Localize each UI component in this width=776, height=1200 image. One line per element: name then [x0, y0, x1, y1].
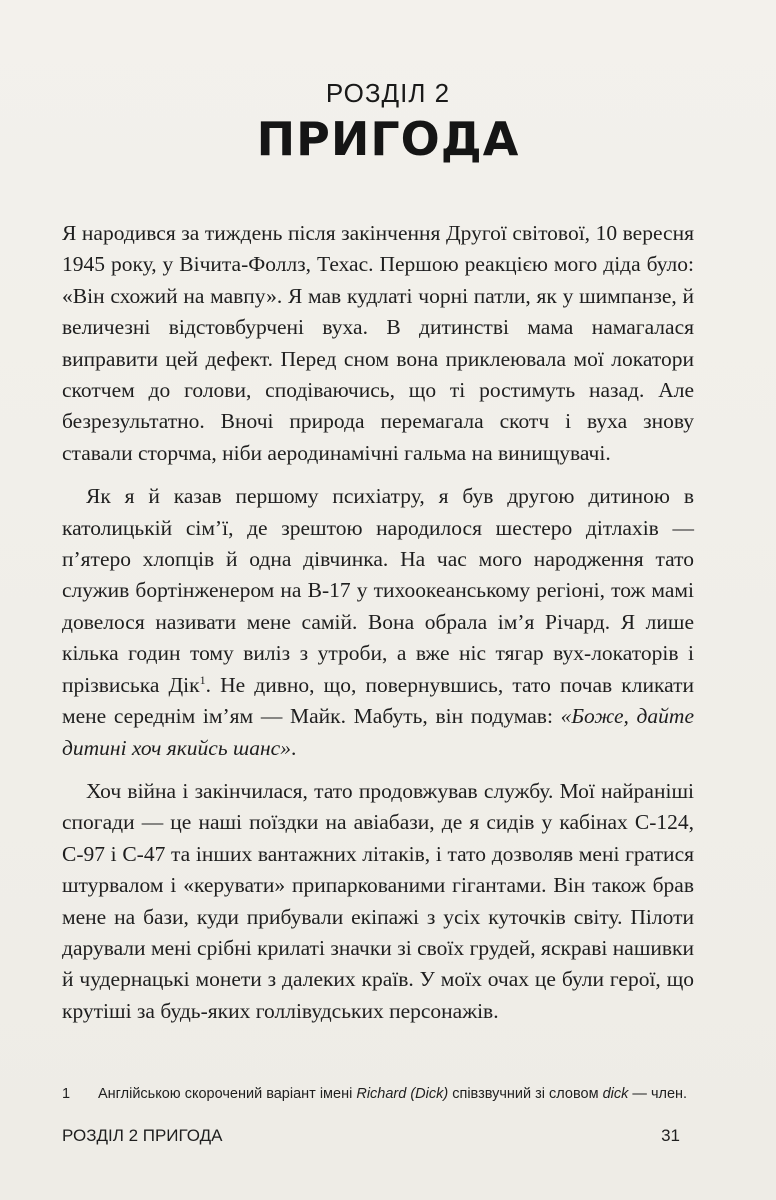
paragraph-2	[62, 481, 694, 764]
footnote-name-emphasis: Richard (Dick)	[356, 1086, 449, 1102]
paragraph-2-text-start: Як я й казав першому психіатру, я був другою дитиною в католицькій сім’ї, де зрештою народилося шестеро дітлахів — п’ятеро хлопців й одна дівчинка. На час мого народження тато служив бортінженером на B-17 у тихоокеанському регіоні, тож мамі довелося називати мене самій. Вона обрала ім’я Річард. Я лише кілька годин тому виліз з утроби, а вже ніс тягар вух-локаторів і прізвиська Дік	[62, 484, 694, 697]
paragraph-2-quote: «Боже, дайте дитині хоч якийсь шанс»	[62, 704, 694, 760]
footnote	[62, 1082, 694, 1106]
paragraph-2-text-middle: . Не дивно, що, повернувшись, тато почав кликати мене середнім ім’ям — Майк. Мабуть, він подумав:	[62, 672, 694, 729]
footnote-text-end: — член.	[628, 1086, 688, 1102]
paragraph-1	[62, 218, 694, 469]
page-number: 31	[661, 1126, 680, 1145]
paragraph-2-text-end: .	[290, 735, 297, 760]
running-head: РОЗДІЛ 2 ПРИГОДА	[62, 1126, 223, 1145]
footnote-text-middle: співзвучний зі словом	[448, 1086, 603, 1102]
chapter-title: ПРИГОДА	[256, 112, 520, 166]
page-footer	[62, 1126, 680, 1146]
footnote-word-emphasis: dick	[602, 1086, 629, 1102]
footnote-text	[98, 1082, 694, 1106]
chapter-label: РОЗДІЛ 2	[325, 78, 451, 108]
paragraph-3	[62, 776, 694, 1027]
footnote-text-start: Англійською скорочений варіант імені	[98, 1086, 357, 1102]
paragraph-1-text: Я народився за тиждень після закінчення Другої світової, 10 вересня 1945 року, у Вічита-Фоллз, Техас. Першою реакцією мого діда було: «Він схожий на мавпу». Я мав кудлаті чорні патли, як у шимпанзе, й величезні відстовбурчені вуха. В дитинстві мама намагалася виправити цей дефект. Перед сном вона приклеювала мої локатори скотчем до голови, сподіваючись, що ті ростимуть назад. Але безрезультатно. Вночі природа перемагала скотч і вуха знову ставали сторчма, ніби аеродинамічні гальма на винищувачі.	[62, 221, 694, 465]
footnote-reference[interactable]: 1	[199, 672, 206, 687]
paragraph-3-text: Хоч війна і закінчилася, тато продовжував службу. Мої найраніші спогади — це наші поїздки на авіабази, де я сидів у кабінах C-124, C-97 і C-47 та інших вантажних літаків, і тато дозволяв мені гратися штурвалом і «керувати» припаркованими гігантами. Він також брав мене на бази, куди прибували екіпажі з усіх куточків світу. Пілоти дарували мені срібні крилаті значки зі своїх грудей, яскраві нашивки й чудернацькі монети з далеких країв. У моїх очах це були герої, що крутіші за будь-яких голлівудських персонажів.	[62, 778, 694, 1023]
footnote-number: 1	[62, 1086, 71, 1102]
body-text	[62, 218, 694, 1039]
